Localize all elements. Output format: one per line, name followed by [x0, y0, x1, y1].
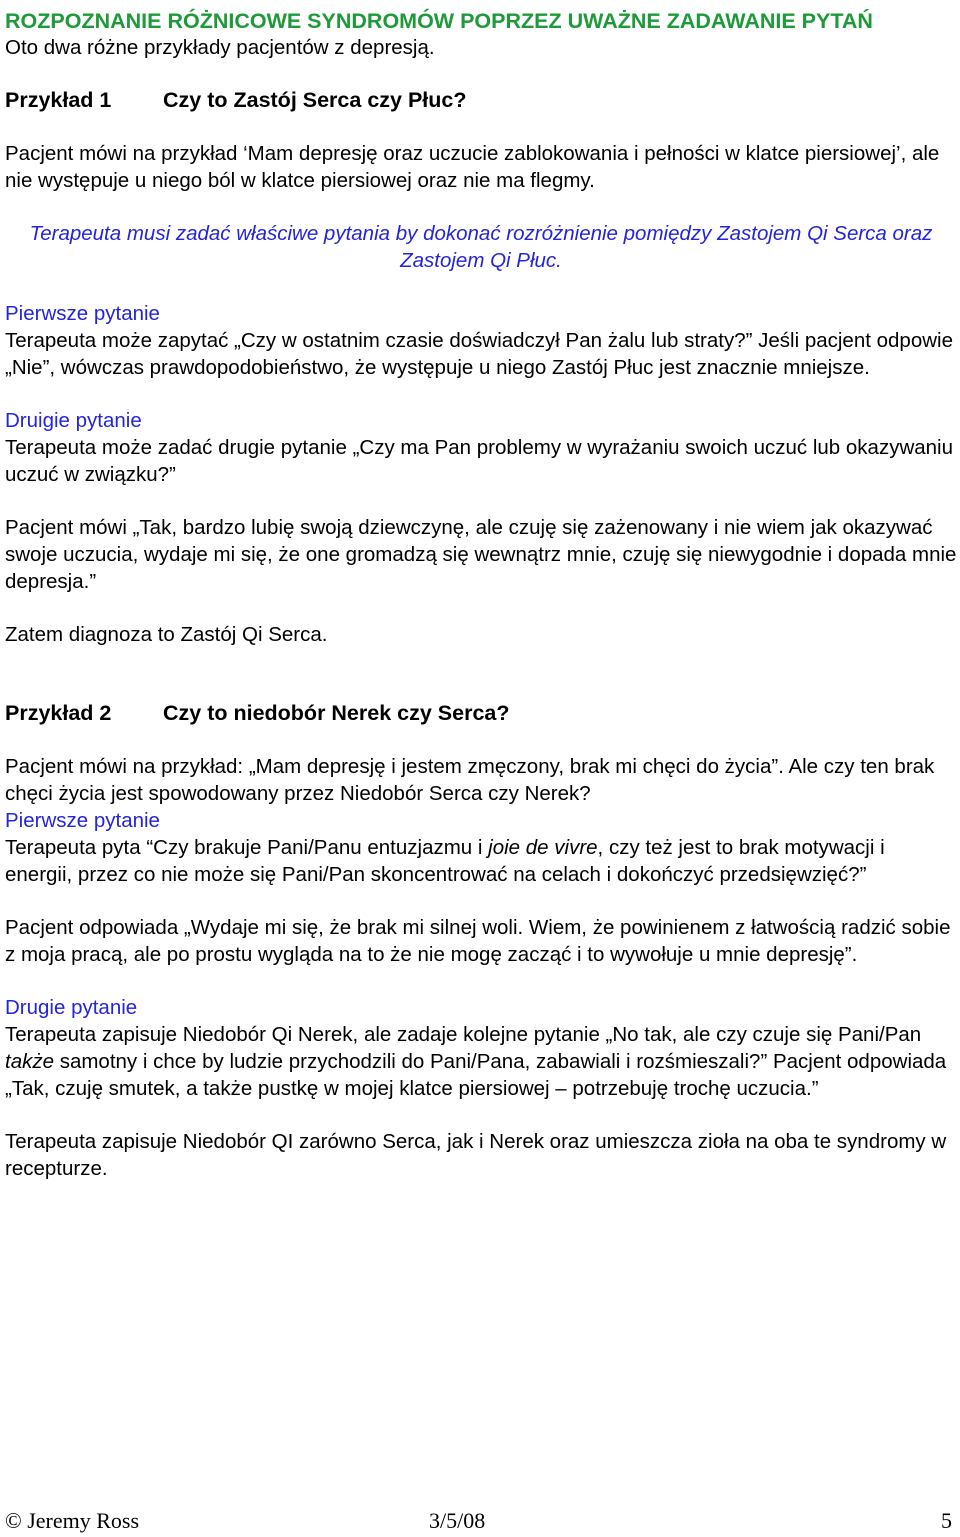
- example-2-question-2-text: [5, 1021, 957, 1102]
- document-page: [5, 8, 957, 1182]
- example-1-title: Czy to Zastój Serca czy Płuc?: [163, 88, 467, 112]
- example-2-paragraph: Pacjent mówi na przykład: „Mam depresję i jestem zmęczony, brak mi chęci do życia”. Ale czy ten brak chęci życia jest spowodowany przez Niedobór Serca czy Nerek?: [5, 755, 935, 805]
- example-2-question-2-pre: Terapeuta zapisuje Niedobór Qi Nerek, ale zadaje kolejne pytanie „No tak, ale czy czuje się Pani/Pan: [5, 1023, 922, 1046]
- example-1-patient-answer: Pacjent mówi „Tak, bardzo lubię swoją dziewczynę, ale czuję się zażenowany i nie wiem jak okazywać swoje uczucia, wydaje mi się, że one gromadzą się wewnątrz mnie, czuję się niewygodnie i dopada mnie depresja.”: [5, 516, 957, 593]
- example-1-number: Przykład 1: [5, 88, 112, 112]
- example-2-heading: [5, 700, 957, 727]
- example-2-question-2-italic: także: [5, 1050, 54, 1073]
- example-1-paragraph: Pacjent mówi na przykład ‘Mam depresję oraz uczucie zablokowania i pełności w klatce piersiowej’, ale nie występuje u niego ból w klatce piersiowej oraz nie ma flegmy.: [5, 142, 940, 192]
- example-2-conclusion: Terapeuta zapisuje Niedobór QI zarówno Serca, jak i Nerek oraz umieszcza zioła na oba te syndromy w recepturze.: [5, 1130, 947, 1180]
- example-1-question-1-text: Terapeuta może zapytać „Czy w ostatnim czasie doświadczył Pan żalu lub straty?” Jeśli pacjent odpowie „Nie”, wówczas prawdopodobieństwo, że występuje u niego Zastój Płuc jest znacznie mniejsze.: [5, 329, 953, 379]
- example-2-question-1-pre: Terapeuta pyta “Czy brakuje Pani/Panu entuzjazmu i: [5, 836, 489, 859]
- example-1-question-2-label: Druigie pytanie: [5, 409, 142, 432]
- footer-author: © Jeremy Ross: [5, 1508, 140, 1533]
- intro-text: Oto dwa różne przykłady pacjentów z depresją.: [5, 36, 435, 59]
- document-title: ROZPOZNANIE RÓŻNICOWE SYNDROMÓW POPRZEZ UWAŻNE ZADAWANIE PYTAŃ: [5, 9, 873, 33]
- example-1-diagnosis: Zatem diagnoza to Zastój Qi Serca.: [5, 623, 328, 646]
- example-2-question-1-label: Pierwsze pytanie: [5, 809, 160, 832]
- example-2-title: Czy to niedobór Nerek czy Serca?: [163, 701, 510, 725]
- example-2-number: Przykład 2: [5, 701, 112, 725]
- footer-page-number: 5: [941, 1508, 952, 1533]
- example-2-question-2-post: samotny i chce by ludzie przychodzili do Pani/Pana, zabawiali i rozśmieszali?” Pacjent odpowiada „Tak, czuję smutek, a także pustkę w mojej klatce piersiowej – potrzebuję trochę uczucia.”: [5, 1050, 947, 1100]
- footer-date: 3/5/08: [429, 1508, 486, 1533]
- example-2-question-1-text: [5, 834, 957, 888]
- example-2-question-1-post: , czy też jest to brak motywacji i energii, przez co nie może się Pani/Pan skoncentrować na celach i dokończyć przedsięwzięć?”: [5, 836, 885, 886]
- example-1-note: Terapeuta musi zadać właściwe pytania by dokonać rozróżnienie pomiędzy Zastojem Qi Serca oraz Zastojem Qi Płuc.: [29, 222, 933, 272]
- example-1-question-1-label: Pierwsze pytanie: [5, 302, 160, 325]
- example-2-question-2-label: Drugie pytanie: [5, 996, 138, 1019]
- example-2-patient-answer: Pacjent odpowiada „Wydaje mi się, że brak mi silnej woli. Wiem, że powinienem z łatwością radzić sobie z moja pracą, ale po prostu wygląda na to że nie mogę zacząć i to wywołuje u mnie depresję”.: [5, 916, 951, 966]
- example-1-heading: [5, 87, 957, 114]
- example-1-question-2-text: Terapeuta może zadać drugie pytanie „Czy ma Pan problemy w wyrażaniu swoich uczuć lub okazywaniu uczuć w związku?”: [5, 436, 954, 486]
- example-2-question-1-italic: joie de vivre: [488, 836, 598, 859]
